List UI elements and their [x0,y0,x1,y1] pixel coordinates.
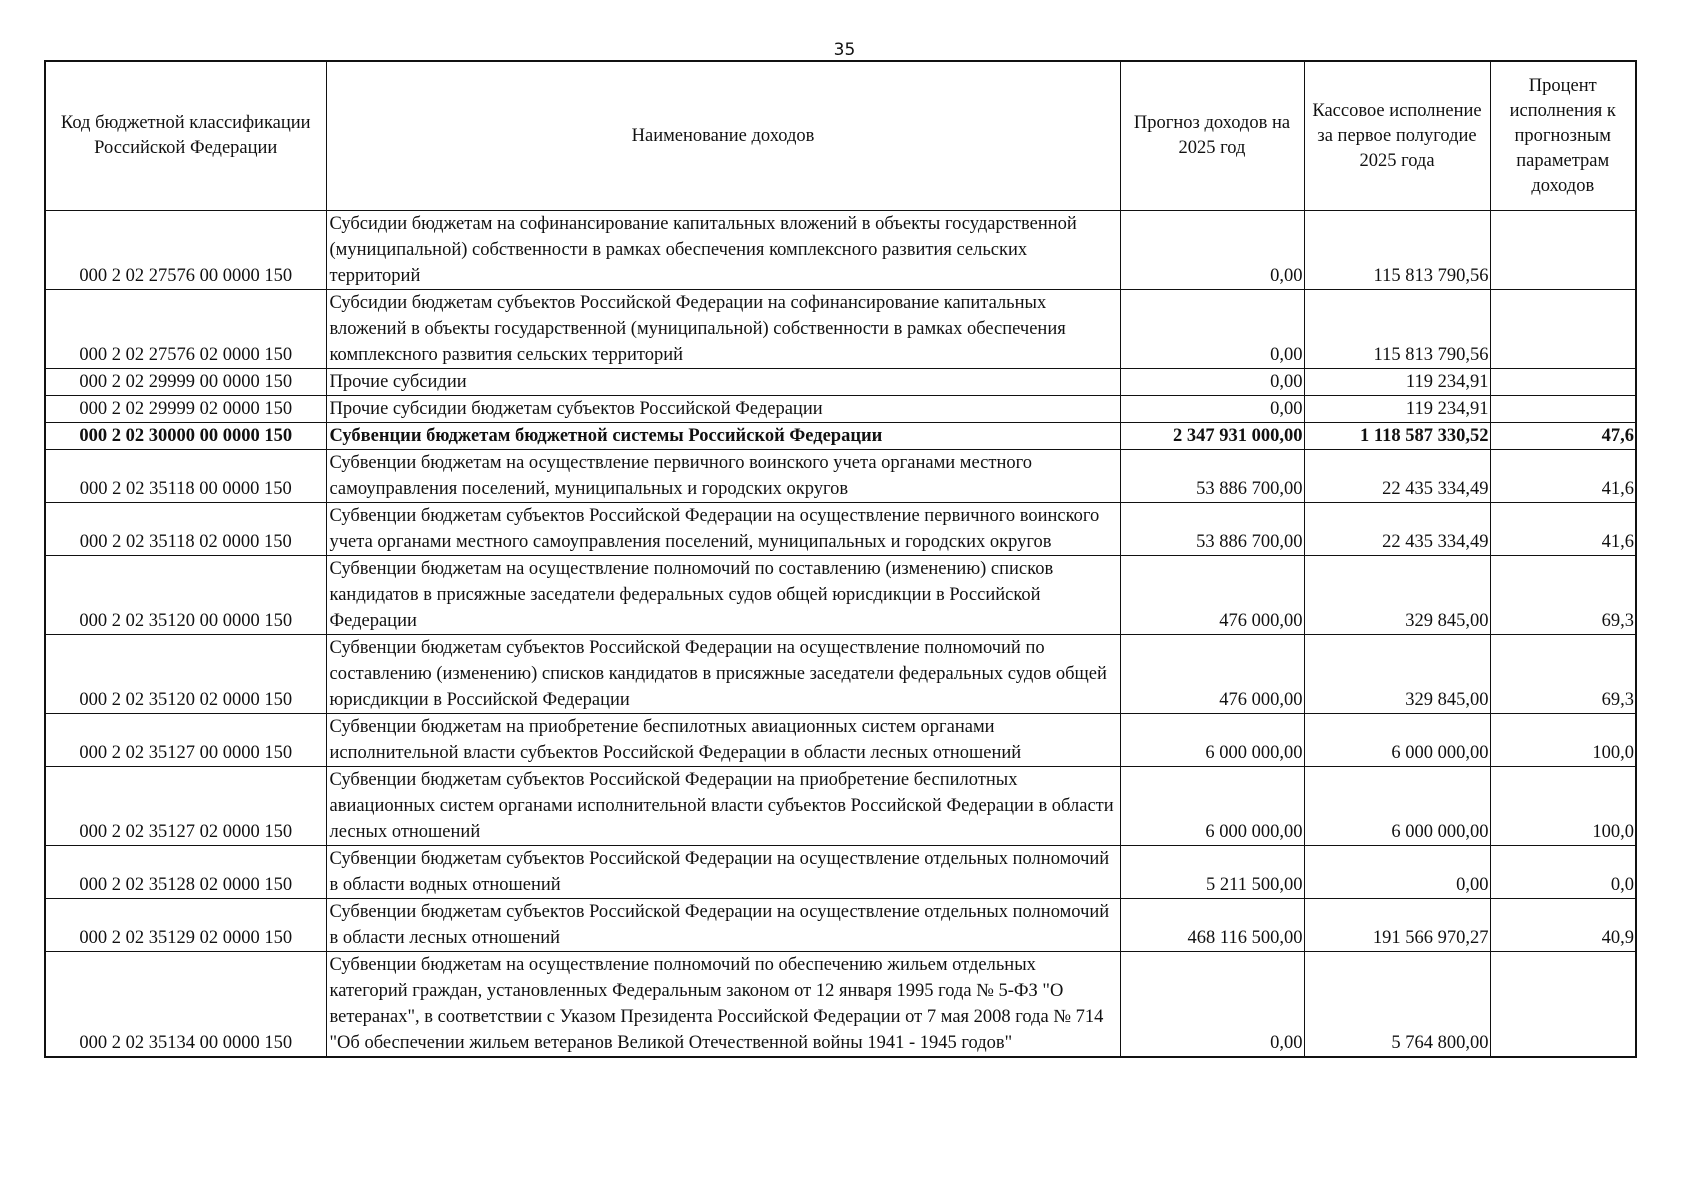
table-row [45,423,1636,450]
row-name: Субвенции бюджетам субъектов Российской Федерации на приобретение беспилотных авиационных систем органами исполнительной власти субъектов Российской Федерации в области лесных отношений [326,767,1120,846]
row-name: Субсидии бюджетам на софинансирование капитальных вложений в объекты государственной (муниципальной) собственности в рамках обеспечения комплексного развития сельских территорий [326,211,1120,290]
row-code: 000 2 02 35118 02 0000 150 [45,503,326,556]
row-code: 000 2 02 35127 00 0000 150 [45,714,326,767]
row-execution: 0,00 [1304,846,1490,899]
row-code: 000 2 02 35128 02 0000 150 [45,846,326,899]
row-forecast: 468 116 500,00 [1120,899,1304,952]
row-forecast: 0,00 [1120,369,1304,396]
row-execution: 329 845,00 [1304,556,1490,635]
revenue-table [44,60,1637,1058]
row-execution: 115 813 790,56 [1304,290,1490,369]
row-forecast: 0,00 [1120,396,1304,423]
row-forecast: 0,00 [1120,290,1304,369]
row-code: 000 2 02 35120 02 0000 150 [45,635,326,714]
row-forecast: 476 000,00 [1120,635,1304,714]
table-row [45,369,1636,396]
table-header [45,61,1636,211]
row-forecast: 6 000 000,00 [1120,767,1304,846]
row-execution: 6 000 000,00 [1304,714,1490,767]
row-name: Субсидии бюджетам субъектов Российской Федерации на софинансирование капитальных вложений в объекты государственной (муниципальной) собственности в рамках обеспечения комплексного развития сельских территорий [326,290,1120,369]
header-name: Наименование доходов [326,61,1120,211]
row-forecast: 0,00 [1120,211,1304,290]
table-row [45,767,1636,846]
row-code: 000 2 02 27576 02 0000 150 [45,290,326,369]
table-row [45,899,1636,952]
header-execution: Кассовое исполнение за первое полугодие 2025 года [1304,61,1490,211]
row-forecast: 5 211 500,00 [1120,846,1304,899]
row-percent: 69,3 [1490,556,1636,635]
page-number: 35 [833,40,856,60]
row-percent [1490,211,1636,290]
table-row [45,556,1636,635]
header-code: Код бюджетной классификации Российской Федерации [45,61,326,211]
table-row [45,290,1636,369]
row-execution: 6 000 000,00 [1304,767,1490,846]
table-row [45,952,1636,1058]
row-code: 000 2 02 27576 00 0000 150 [45,211,326,290]
row-code: 000 2 02 30000 00 0000 150 [45,423,326,450]
row-execution: 119 234,91 [1304,369,1490,396]
row-execution: 115 813 790,56 [1304,211,1490,290]
row-forecast: 53 886 700,00 [1120,450,1304,503]
row-forecast: 2 347 931 000,00 [1120,423,1304,450]
row-forecast: 0,00 [1120,952,1304,1058]
row-percent [1490,369,1636,396]
row-execution: 22 435 334,49 [1304,450,1490,503]
table-row [45,846,1636,899]
table-row [45,211,1636,290]
row-code: 000 2 02 35129 02 0000 150 [45,899,326,952]
row-name: Субвенции бюджетам субъектов Российской Федерации на осуществление первичного воинского учета органами местного самоуправления поселений, муниципальных и городских округов [326,503,1120,556]
row-name: Субвенции бюджетам на осуществление полномочий по составлению (изменению) списков кандидатов в присяжные заседатели федеральных судов общей юрисдикции в Российской Федерации [326,556,1120,635]
row-percent: 41,6 [1490,503,1636,556]
table-row [45,503,1636,556]
row-execution: 22 435 334,49 [1304,503,1490,556]
row-code: 000 2 02 35120 00 0000 150 [45,556,326,635]
row-percent: 41,6 [1490,450,1636,503]
row-percent [1490,290,1636,369]
row-execution: 119 234,91 [1304,396,1490,423]
header-forecast: Прогноз доходов на 2025 год [1120,61,1304,211]
row-execution: 1 118 587 330,52 [1304,423,1490,450]
table-row [45,450,1636,503]
row-code: 000 2 02 35134 00 0000 150 [45,952,326,1058]
row-percent: 69,3 [1490,635,1636,714]
row-percent: 100,0 [1490,767,1636,846]
row-forecast: 6 000 000,00 [1120,714,1304,767]
row-percent [1490,952,1636,1058]
row-name: Субвенции бюджетам бюджетной системы Российской Федерации [326,423,1120,450]
row-code: 000 2 02 29999 02 0000 150 [45,396,326,423]
row-execution: 5 764 800,00 [1304,952,1490,1058]
row-forecast: 53 886 700,00 [1120,503,1304,556]
row-name: Субвенции бюджетам на осуществление полномочий по обеспечению жильем отдельных категорий граждан, установленных Федеральным законом от 12 января 1995 года № 5-ФЗ "О ветеранах", в соответствии с Указом Президента Российской Федерации от 7 мая 2008 года № 714 "Об обеспечении жильем ветеранов Великой Отечественной войны 1941 - 1945 годов" [326,952,1120,1058]
row-percent [1490,396,1636,423]
row-name: Субвенции бюджетам субъектов Российской Федерации на осуществление полномочий по составлению (изменению) списков кандидатов в присяжные заседатели федеральных судов общей юрисдикции в Российской Федерации [326,635,1120,714]
table-row [45,635,1636,714]
row-code: 000 2 02 35118 00 0000 150 [45,450,326,503]
row-code: 000 2 02 35127 02 0000 150 [45,767,326,846]
row-name: Прочие субсидии [326,369,1120,396]
row-name: Субвенции бюджетам субъектов Российской Федерации на осуществление отдельных полномочий в области лесных отношений [326,899,1120,952]
row-name: Субвенции бюджетам на приобретение беспилотных авиационных систем органами исполнительной власти субъектов Российской Федерации в области лесных отношений [326,714,1120,767]
row-percent: 47,6 [1490,423,1636,450]
row-forecast: 476 000,00 [1120,556,1304,635]
row-percent: 0,0 [1490,846,1636,899]
row-name: Субвенции бюджетам субъектов Российской Федерации на осуществление отдельных полномочий в области водных отношений [326,846,1120,899]
row-execution: 191 566 970,27 [1304,899,1490,952]
table-body [45,211,1636,1058]
table-row [45,714,1636,767]
header-percent: Процент исполнения к прогнозным параметрам доходов [1490,61,1636,211]
row-code: 000 2 02 29999 00 0000 150 [45,369,326,396]
row-percent: 40,9 [1490,899,1636,952]
table-row [45,396,1636,423]
row-name: Субвенции бюджетам на осуществление первичного воинского учета органами местного самоуправления поселений, муниципальных и городских округов [326,450,1120,503]
row-name: Прочие субсидии бюджетам субъектов Российской Федерации [326,396,1120,423]
row-percent: 100,0 [1490,714,1636,767]
row-execution: 329 845,00 [1304,635,1490,714]
